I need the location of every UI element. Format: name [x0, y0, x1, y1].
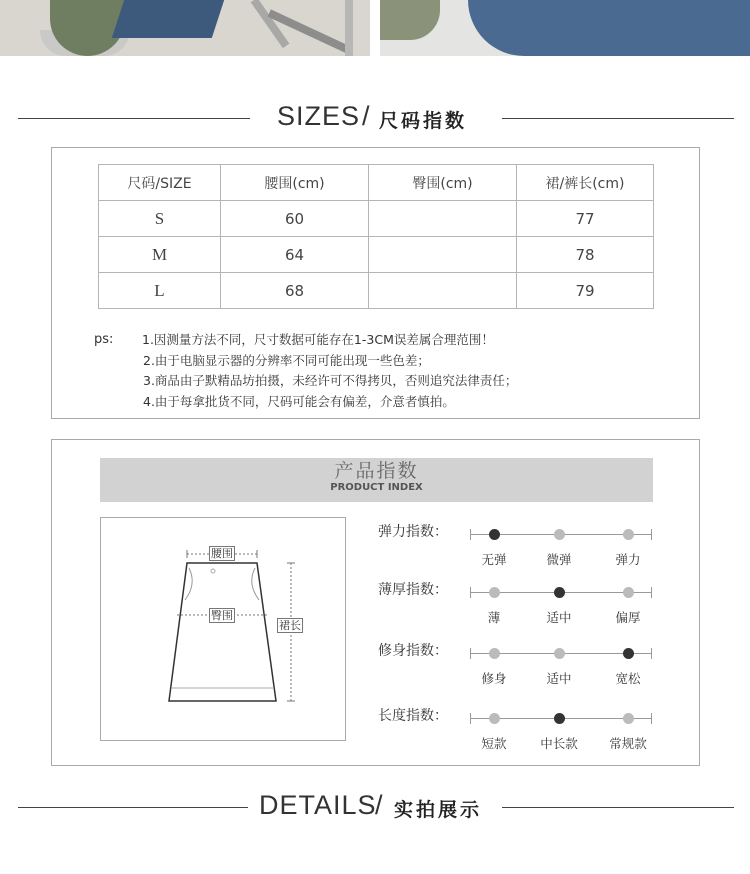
fabric-graphic [112, 0, 224, 38]
index-scale [470, 648, 652, 686]
scale-cap [470, 648, 471, 659]
scale-option-label: 修身 [481, 671, 507, 686]
cell-size: M [99, 237, 221, 273]
cell-waist: 64 [221, 237, 369, 273]
index-label: 修身指数： [378, 643, 448, 659]
scale-cap [651, 529, 652, 540]
skirt-diagram [100, 517, 346, 741]
index-row-thickness [378, 579, 668, 625]
index-label: 长度指数： [378, 708, 448, 724]
scale-cap [470, 529, 471, 540]
title-divider-right [502, 118, 734, 119]
details-section-title [0, 787, 750, 827]
scale-option-label: 弹力 [615, 552, 641, 567]
product-index-title-en: PRODUCT INDEX [330, 482, 423, 493]
cell-size: L [99, 273, 221, 309]
scale-option-label: 适中 [546, 610, 572, 625]
product-index-panel [51, 439, 700, 766]
index-row-elasticity [378, 521, 668, 567]
scale-cap [651, 587, 652, 598]
scale-option-label: 常规款 [609, 736, 647, 751]
note-item: 4.由于每拿批货不同，尺码可能会有偏差，介意者慎拍。 [143, 393, 455, 409]
details-title-en: DETAILS [259, 790, 377, 820]
scale-cap [470, 587, 471, 598]
scale-dot [554, 529, 565, 540]
scale-option-label: 微弹 [546, 552, 572, 567]
sizes-section-title [0, 98, 750, 138]
title-divider-right [502, 807, 734, 808]
cell-length: 79 [517, 273, 654, 309]
scale-dot [623, 648, 634, 659]
table-row [99, 201, 654, 237]
fabric-graphic [468, 0, 750, 56]
title-divider-left [18, 118, 250, 119]
note-item: 1.因测量方法不同，尺寸数据可能存在1-3CM误差属合理范围！ [142, 332, 494, 347]
scale-dot [489, 587, 500, 598]
index-scale [470, 713, 652, 751]
scale-option-label: 宽松 [615, 671, 641, 686]
scale-dot [623, 587, 634, 598]
title-divider-left [18, 807, 248, 808]
scale-dot [554, 648, 565, 659]
scale-dot [554, 587, 565, 598]
scale-cap [651, 713, 652, 724]
notes-prefix: ps: [94, 332, 114, 347]
index-row-fit [378, 640, 668, 686]
index-label: 薄厚指数： [378, 582, 448, 598]
scale-cap [470, 713, 471, 724]
scale-dot [623, 529, 634, 540]
product-photo-left [0, 0, 370, 56]
scale-dot [554, 713, 565, 724]
scale-dot [623, 713, 634, 724]
plant-graphic [380, 0, 440, 40]
hip-label: 臀围 [211, 609, 233, 622]
cell-hip [369, 201, 517, 237]
product-index-title-cn: 产品指数 [334, 460, 419, 482]
scale-option-label: 适中 [546, 671, 572, 686]
header-waist: 腰围(cm) [221, 165, 369, 201]
sizes-title-cn: 尺码指数 [379, 110, 468, 132]
scale-dot [489, 713, 500, 724]
scale-option-label: 无弹 [481, 552, 507, 567]
cell-length: 78 [517, 237, 654, 273]
header-hip: 臀围(cm) [369, 165, 517, 201]
index-scale [470, 529, 652, 567]
note-item: 3.商品由子默精品坊拍摄，未经许可不得拷贝，否则追究法律责任； [143, 373, 518, 388]
index-scale [470, 587, 652, 625]
length-label: 裙长 [279, 619, 301, 632]
scale-cap [651, 648, 652, 659]
details-title-sep: / [375, 790, 384, 820]
table-row [99, 273, 654, 309]
cell-hip [369, 273, 517, 309]
scale-dot [489, 648, 500, 659]
note-item: 2.由于电脑显示器的分辨率不同可能出现一些色差； [143, 352, 430, 368]
scale-option-label: 短款 [481, 736, 507, 751]
stand-pole-graphic [345, 0, 353, 56]
cell-length: 77 [517, 201, 654, 237]
table-row [99, 237, 654, 273]
details-title-cn: 实拍展示 [394, 799, 483, 821]
index-row-length [378, 705, 668, 751]
notes-list [142, 330, 517, 412]
cell-size: S [99, 201, 221, 237]
sizes-title-en: SIZES [277, 101, 361, 131]
size-chart-panel [51, 147, 700, 419]
scale-option-label: 偏厚 [615, 610, 641, 625]
cell-hip [369, 237, 517, 273]
waist-label: 腰围 [211, 547, 233, 560]
scale-option-label: 中长款 [540, 736, 578, 751]
size-table-header-row [99, 165, 654, 201]
scale-option-label: 薄 [487, 610, 501, 625]
index-label: 弹力指数： [378, 524, 448, 540]
product-photo-right [380, 0, 750, 56]
header-size: 尺码/SIZE [99, 165, 221, 201]
product-index-banner [100, 458, 653, 502]
size-table [98, 164, 654, 309]
sizes-title-sep: / [362, 101, 371, 131]
top-photo-strip [0, 0, 750, 56]
header-length: 裙/裤长(cm) [517, 165, 654, 201]
scale-dot [489, 529, 500, 540]
cell-waist: 68 [221, 273, 369, 309]
cell-waist: 60 [221, 201, 369, 237]
